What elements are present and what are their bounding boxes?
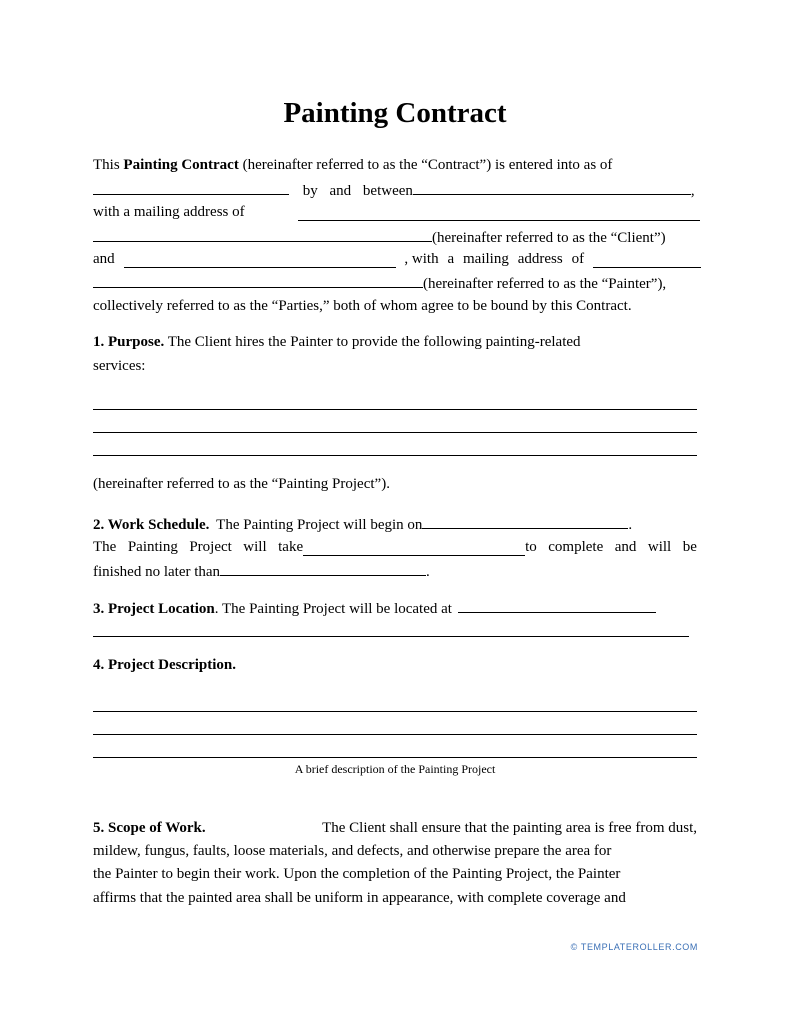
s5-line-1 (93, 819, 697, 837)
mailing-2a: , with (404, 251, 439, 267)
description-line-3[interactable] (93, 757, 697, 758)
intro-this: This (93, 157, 120, 173)
intro-and: and (329, 183, 352, 199)
s1-heading: 1. Purpose. (93, 334, 165, 350)
collective-text: collectively referred to as the “Parties,” both of whom agree to be bound by this Contract. (93, 298, 632, 314)
painter-address-blank-2[interactable] (93, 273, 423, 288)
intro-line-7 (93, 297, 697, 315)
s5-line-4 (93, 889, 697, 907)
s1-ref: (hereinafter referred to as the “Painting Project”). (93, 476, 390, 492)
s3-line-1 (93, 598, 697, 618)
intro-line-1-rest: (hereinafter referred to as the “Contract”) is entered into as of (242, 157, 613, 173)
s1-line-2 (93, 357, 697, 375)
s2-w1: The (93, 539, 117, 555)
s2-take-group (278, 538, 537, 556)
description-line-2[interactable] (93, 734, 697, 735)
s2-text-1: The Painting Project will begin on (216, 517, 423, 533)
s1-text-1: The Client hires the Painter to provide the following painting-related (167, 334, 581, 350)
intro-line-5 (93, 250, 701, 268)
client-ref: (hereinafter referred to as the “Client”) (432, 230, 666, 246)
s5-text-4: affirms that the painted area shall be uniform in appearance, with complete coverage and (93, 890, 626, 906)
s2-w3: Project (189, 539, 232, 555)
s5-line-2 (93, 842, 697, 860)
painter-address-blank[interactable] (593, 253, 701, 268)
mailing-2d: address (517, 251, 563, 267)
s5-line-3 (93, 865, 697, 883)
services-line-1[interactable] (93, 409, 697, 410)
s1-line-1 (93, 333, 697, 351)
services-line-2[interactable] (93, 432, 697, 433)
client-address-blank-2[interactable] (93, 227, 432, 242)
painter-ref: (hereinafter referred to as the “Painter”), (423, 276, 667, 292)
s4-line-1 (93, 656, 697, 674)
s2-dot-1: . (628, 517, 633, 533)
intro-line-4 (93, 227, 697, 247)
intro-line-1 (93, 156, 697, 174)
s3-text: . The Painting Project will be located at (214, 601, 452, 617)
s1-text-2: services: (93, 358, 146, 374)
s5-heading: 5. Scope of Work. (93, 820, 206, 836)
duration-blank[interactable] (303, 541, 525, 556)
intro-between: between (362, 183, 413, 199)
s2-w4: will (243, 539, 267, 555)
location-line-2[interactable] (93, 636, 689, 637)
s2-w8: and (614, 539, 637, 555)
description-line-1[interactable] (93, 711, 697, 712)
s2-line-2 (93, 538, 697, 556)
s5-text-2: mildew, fungus, faults, loose materials, and defects, and otherwise prepare the area for (93, 843, 612, 859)
painter-name-blank[interactable] (124, 253, 396, 268)
s2-line-3 (93, 561, 697, 581)
s2-w7: complete (548, 539, 604, 555)
location-blank[interactable] (458, 598, 656, 613)
s2-heading: 2. Work Schedule. (93, 517, 210, 533)
start-date-blank[interactable] (422, 514, 628, 529)
and-lead: and (93, 251, 115, 267)
client-address-blank[interactable] (298, 206, 700, 221)
intro-doc-name: Painting Contract (123, 157, 239, 173)
mailing-2b: a (447, 251, 455, 267)
services-line-3[interactable] (93, 455, 697, 456)
s2-dot-3: . (426, 564, 430, 580)
end-date-blank[interactable] (220, 561, 426, 576)
date-blank[interactable] (93, 180, 289, 195)
s1-line-ref (93, 475, 697, 493)
s2-w6: to (525, 539, 537, 555)
mailing-2e: of (571, 251, 585, 267)
s2-w9: will (647, 539, 672, 555)
s2-text-3: finished no later than (93, 564, 221, 580)
mailing-2c: mailing (463, 251, 509, 267)
intro-by: by (302, 183, 318, 199)
s2-line-1 (93, 514, 697, 534)
document-title: Painting Contract (283, 97, 507, 129)
intro-comma: , (690, 183, 695, 199)
s2-w2: Painting (127, 539, 178, 555)
description-caption: A brief description of the Painting Project (294, 762, 496, 776)
s5-text-3: the Painter to begin their work. Upon the completion of the Painting Project, the Painter (93, 866, 621, 882)
footer-watermark[interactable]: © TEMPLATEROLLER.COM (570, 942, 698, 952)
s2-w10: be (682, 539, 697, 555)
client-name-blank[interactable] (413, 180, 691, 195)
intro-line-3 (93, 203, 700, 221)
intro-line-2 (93, 180, 699, 200)
intro-line-6 (93, 273, 697, 293)
s3-heading: 3. Project Location (93, 601, 215, 617)
s2-w5: take (278, 539, 304, 555)
s5-text-1: The Client shall ensure that the painting area is free from dust, (322, 820, 697, 836)
s4-heading: 4. Project Description. (93, 657, 237, 673)
mailing-label-1: with a mailing address of (93, 204, 245, 220)
